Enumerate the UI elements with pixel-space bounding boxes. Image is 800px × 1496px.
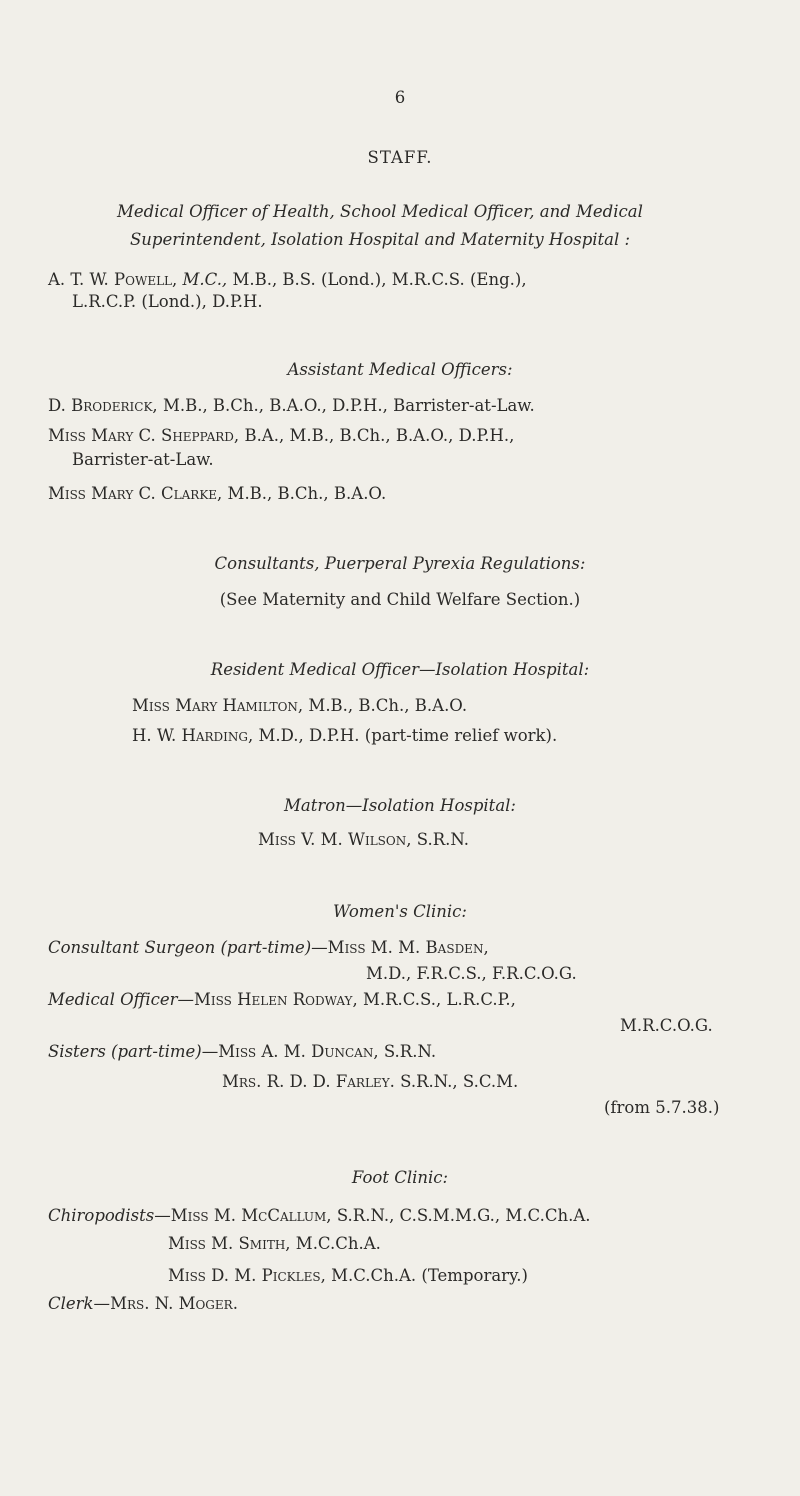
staff-entry bbox=[48, 1294, 238, 1313]
qualifications: S.R.N. bbox=[416, 830, 470, 849]
staff-entry bbox=[48, 396, 535, 415]
qualifications: S.R.N., S.C.M. bbox=[400, 1072, 519, 1091]
section-heading: Women's Clinic: bbox=[333, 902, 467, 921]
person-name: Miss Mary C. Sheppard, bbox=[48, 426, 240, 445]
section-heading: Assistant Medical Officers: bbox=[287, 360, 513, 379]
staff-entry bbox=[48, 484, 386, 503]
staff-entry bbox=[132, 726, 557, 745]
page-title: STAFF. bbox=[367, 148, 433, 167]
qualifications: M.C.Ch.A. (Temporary.) bbox=[331, 1266, 528, 1285]
person-name: Miss Helen Rodway, bbox=[194, 990, 358, 1009]
person-name: Miss M. Smith, bbox=[168, 1234, 291, 1253]
role: Chiropodists— bbox=[48, 1206, 171, 1225]
qualifications: M.D., D.P.H. (part-time relief work). bbox=[258, 726, 558, 745]
qualifications: B.A., M.B., B.Ch., B.A.O., D.P.H., bbox=[244, 426, 515, 445]
qualifications: L.R.C.P. (Lond.), D.P.H. bbox=[72, 292, 263, 311]
qualifications: S.R.N., C.S.M.M.G., M.C.Ch.A. bbox=[336, 1206, 591, 1225]
qualifications: M.C.Ch.A. bbox=[295, 1234, 381, 1253]
role: Medical Officer— bbox=[48, 990, 194, 1009]
staff-entry bbox=[168, 1266, 528, 1285]
section-heading: Consultants, Puerperal Pyrexia Regulations: bbox=[214, 554, 586, 573]
qualifications: Barrister-at-Law. bbox=[72, 450, 214, 469]
person-name: A. T. W. Powell, bbox=[48, 270, 178, 289]
person-name: Mrs. N. Moger. bbox=[110, 1294, 238, 1313]
staff-entry bbox=[48, 1042, 436, 1061]
person-name: Miss Mary C. Clarke, bbox=[48, 484, 223, 503]
qualifications: S.R.N. bbox=[383, 1042, 437, 1061]
section-heading: Matron—Isolation Hospital: bbox=[284, 796, 516, 815]
role: Sisters (part-time)— bbox=[48, 1042, 219, 1061]
moh-heading: Medical Officer of Health, School Medical Officer, and Medical bbox=[117, 202, 643, 221]
person-name: Miss M. M. Basden, bbox=[327, 938, 489, 957]
role: Clerk— bbox=[48, 1294, 111, 1313]
page-number: 6 bbox=[394, 88, 406, 107]
qualifications: M.B., B.Ch., B.A.O., D.P.H., Barrister-at-Law. bbox=[162, 396, 535, 415]
qualifications: M.R.C.O.G. bbox=[620, 1016, 713, 1035]
qualifications: M.D., F.R.C.S., F.R.C.O.G. bbox=[366, 964, 577, 983]
qualifications: M.B., B.Ch., B.A.O. bbox=[308, 696, 468, 715]
staff-entry bbox=[48, 1206, 590, 1225]
staff-entry bbox=[48, 426, 514, 445]
staff-entry bbox=[222, 1072, 518, 1091]
note: (from 5.7.38.) bbox=[604, 1098, 720, 1117]
qualifications: M.B., B.S. (Lond.), M.R.C.S. (Eng.), bbox=[232, 270, 527, 289]
staff-entry bbox=[132, 696, 467, 715]
qualifications: M.R.C.S., L.R.C.P., bbox=[362, 990, 516, 1009]
person-name: Miss M. McCallum, bbox=[170, 1206, 332, 1225]
person-name: Miss A. M. Duncan, bbox=[218, 1042, 379, 1061]
person-name: Miss D. M. Pickles, bbox=[168, 1266, 326, 1285]
section-heading: Resident Medical Officer—Isolation Hospital: bbox=[210, 660, 590, 679]
moh-entry bbox=[48, 270, 527, 289]
staff-entry bbox=[258, 830, 469, 849]
qualifications: M.C., bbox=[182, 270, 228, 289]
person-name: Mrs. R. D. D. Farley. bbox=[222, 1072, 395, 1091]
person-name: Miss V. M. Wilson, bbox=[258, 830, 412, 849]
note: (See Maternity and Child Welfare Section.) bbox=[219, 590, 581, 609]
section-heading: Foot Clinic: bbox=[351, 1168, 449, 1187]
role: Consultant Surgeon (part-time)— bbox=[48, 938, 328, 957]
qualifications: M.B., B.Ch., B.A.O. bbox=[227, 484, 387, 503]
person-name: D. Broderick, bbox=[48, 396, 158, 415]
staff-entry bbox=[168, 1234, 381, 1253]
staff-entry bbox=[48, 990, 516, 1009]
person-name: H. W. Harding, bbox=[132, 726, 254, 745]
staff-entry bbox=[48, 938, 489, 957]
person-name: Miss Mary Hamilton, bbox=[132, 696, 304, 715]
moh-heading: Superintendent, Isolation Hospital and Maternity Hospital : bbox=[130, 230, 631, 249]
